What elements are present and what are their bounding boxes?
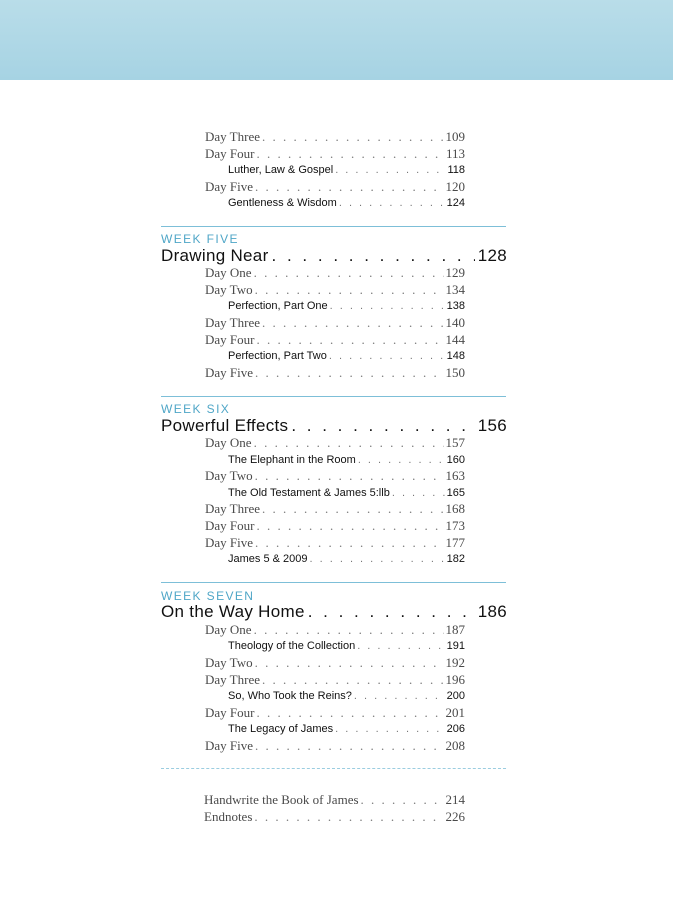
dot-leader <box>392 487 445 499</box>
entry-label: Day One <box>205 622 252 637</box>
toc-entry[interactable] <box>205 738 465 754</box>
toc-entry[interactable] <box>205 332 465 348</box>
section-divider <box>161 768 506 769</box>
toc-entry[interactable] <box>228 487 465 499</box>
entry-label: James 5 & 2009 <box>228 553 308 565</box>
entry-page: 113 <box>445 146 465 161</box>
toc-entry[interactable] <box>204 792 465 808</box>
entry-page: 129 <box>445 265 465 280</box>
entry-label: Day Four <box>205 518 255 533</box>
dot-leader <box>255 655 444 671</box>
dot-leader <box>358 454 445 466</box>
entry-page: 150 <box>445 365 465 380</box>
entry-page: 191 <box>446 640 465 652</box>
entry-page: 226 <box>445 809 465 824</box>
dot-leader <box>330 300 445 312</box>
entry-page: 157 <box>445 435 465 450</box>
entry-label: Handwrite the Book of James <box>204 792 359 807</box>
entry-label: Day Four <box>205 146 255 161</box>
toc-entry[interactable] <box>205 129 465 145</box>
entry-page: 187 <box>445 622 465 637</box>
entry-page: 109 <box>445 129 465 144</box>
toc-entry[interactable] <box>205 672 465 688</box>
entry-label: The Legacy of James <box>228 723 334 735</box>
week-title-entry[interactable] <box>161 416 507 436</box>
toc-entry[interactable] <box>205 468 465 484</box>
week-title-entry[interactable] <box>161 602 507 622</box>
dot-leader <box>255 282 444 298</box>
entry-label: Day Two <box>205 655 253 670</box>
entry-label: The Old Testament & James 5:llb <box>228 487 390 499</box>
dot-leader <box>255 179 443 195</box>
dot-leader <box>308 602 475 622</box>
dot-leader <box>256 705 443 721</box>
toc-entry[interactable] <box>204 809 465 825</box>
dot-leader <box>262 129 444 145</box>
toc-entry[interactable] <box>205 501 465 517</box>
entry-page: 148 <box>446 350 465 362</box>
section-divider <box>161 582 506 583</box>
toc-entry[interactable] <box>205 435 465 451</box>
entry-page: 144 <box>445 332 465 347</box>
toc-entry[interactable] <box>228 553 465 565</box>
dot-leader <box>254 435 444 451</box>
entry-label: Day Three <box>205 315 260 330</box>
entry-label: Endnotes <box>204 809 253 824</box>
entry-label: Day Three <box>205 129 260 144</box>
entry-page: 208 <box>445 738 465 753</box>
section-divider <box>161 396 506 397</box>
dot-leader <box>361 792 444 808</box>
dot-leader <box>310 553 445 565</box>
entry-label: Day Five <box>205 738 254 753</box>
toc-entry[interactable] <box>205 622 465 638</box>
dot-leader <box>339 197 445 209</box>
dot-leader <box>256 146 444 162</box>
toc-entry[interactable] <box>205 705 465 721</box>
dot-leader <box>354 690 445 702</box>
entry-page: 163 <box>445 468 465 483</box>
toc-entry[interactable] <box>228 454 465 466</box>
entry-page: 182 <box>446 553 465 565</box>
dot-leader <box>262 315 444 331</box>
toc-entry[interactable] <box>205 535 465 551</box>
week-page: 156 <box>477 416 507 435</box>
entry-label: Day One <box>205 435 252 450</box>
dot-leader <box>255 738 443 754</box>
toc-entry[interactable] <box>228 300 465 312</box>
dot-leader <box>255 468 444 484</box>
entry-label: Perfection, Part Two <box>228 350 327 362</box>
week-label: WEEK SEVEN <box>161 589 255 603</box>
entry-label: Perfection, Part One <box>228 300 328 312</box>
entry-label: Luther, Law & Gospel <box>228 164 334 176</box>
dot-leader <box>291 416 474 436</box>
entry-page: 214 <box>445 792 465 807</box>
dot-leader <box>255 365 443 381</box>
entry-page: 201 <box>445 705 465 720</box>
dot-leader <box>256 518 443 534</box>
toc-entry[interactable] <box>205 265 465 281</box>
toc-entry[interactable] <box>205 518 465 534</box>
entry-page: 206 <box>446 723 465 735</box>
dot-leader <box>256 332 443 348</box>
week-title: Powerful Effects <box>161 416 289 435</box>
entry-label: Theology of the Collection <box>228 640 356 652</box>
entry-label: Day Two <box>205 468 253 483</box>
dot-leader <box>357 640 444 652</box>
toc-entry[interactable] <box>228 690 465 702</box>
entry-page: 120 <box>445 179 465 194</box>
entry-label: Day Four <box>205 332 255 347</box>
toc-entry[interactable] <box>205 179 465 195</box>
entry-page: 196 <box>445 672 465 687</box>
entry-page: 160 <box>446 454 465 466</box>
dot-leader <box>255 535 443 551</box>
entry-page: 140 <box>445 315 465 330</box>
entry-page: 173 <box>445 518 465 533</box>
week-title-entry[interactable] <box>161 246 507 266</box>
entry-label: Gentleness & Wisdom <box>228 197 337 209</box>
entry-label: Day Three <box>205 501 260 516</box>
entry-label: Day Five <box>205 179 254 194</box>
entry-page: 124 <box>446 197 465 209</box>
entry-label: So, Who Took the Reins? <box>228 690 352 702</box>
entry-label: Day Three <box>205 672 260 687</box>
entry-label: Day One <box>205 265 252 280</box>
toc-entry[interactable] <box>228 723 465 735</box>
week-page: 128 <box>477 246 507 265</box>
entry-page: 168 <box>445 501 465 516</box>
entry-label: Day Five <box>205 365 254 380</box>
toc-entry[interactable] <box>228 164 465 176</box>
entry-page: 134 <box>445 282 465 297</box>
toc-entry[interactable] <box>205 655 465 671</box>
section-divider <box>161 226 506 227</box>
week-page: 186 <box>477 602 507 621</box>
dot-leader <box>254 265 444 281</box>
week-title: Drawing Near <box>161 246 269 265</box>
entry-page: 200 <box>446 690 465 702</box>
dot-leader <box>272 246 475 266</box>
week-label: WEEK FIVE <box>161 232 239 246</box>
entry-label: Day Two <box>205 282 253 297</box>
dot-leader <box>254 809 443 825</box>
toc-entry[interactable] <box>228 640 465 652</box>
entry-page: 165 <box>446 487 465 499</box>
week-title: On the Way Home <box>161 602 305 621</box>
toc-entry[interactable] <box>205 365 465 381</box>
dot-leader <box>254 622 444 638</box>
entry-label: Day Four <box>205 705 255 720</box>
entry-page: 192 <box>445 655 465 670</box>
toc-entry[interactable] <box>228 197 465 209</box>
entry-label: The Elephant in the Room <box>228 454 356 466</box>
dot-leader <box>335 164 445 176</box>
dot-leader <box>335 723 444 735</box>
toc-entry[interactable] <box>205 282 465 298</box>
toc-entry[interactable] <box>228 350 465 362</box>
dot-leader <box>262 501 444 517</box>
entry-page: 138 <box>446 300 465 312</box>
week-label: WEEK SIX <box>161 402 231 416</box>
entry-label: Day Five <box>205 535 254 550</box>
toc-entry[interactable] <box>205 315 465 331</box>
dot-leader <box>329 350 445 362</box>
entry-page: 118 <box>447 164 465 176</box>
toc-entry[interactable] <box>205 146 465 162</box>
dot-leader <box>262 672 444 688</box>
entry-page: 177 <box>445 535 465 550</box>
